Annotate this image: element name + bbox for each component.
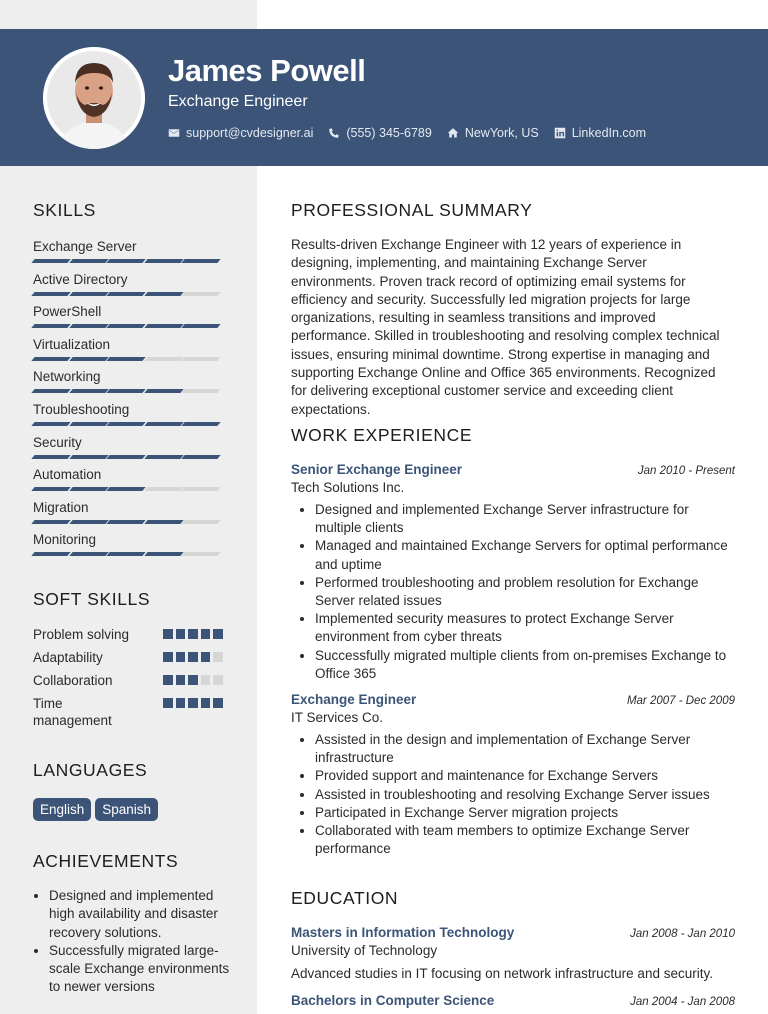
soft-skill-item [33,695,223,729]
rating-square [188,698,198,708]
home-icon [447,127,459,139]
skill-item [33,303,223,336]
skill-level-segment [107,487,146,491]
skill-item [33,368,223,401]
skill-level-segment [144,389,183,393]
skill-level-bar [33,357,223,361]
candidate-name: James Powell [168,53,366,88]
skill-level-segment [182,259,221,263]
job-bullet: • Assisted in troubleshooting and resolving Exchange Server issues [315,786,735,804]
job-bullet: • Performed troubleshooting and problem resolution for Exchange Server related issues [315,574,735,610]
skill-item [33,531,223,564]
skill-name: PowerShell [33,304,102,320]
rating-square [163,675,173,685]
job-bullets [291,731,735,858]
rating-square [213,698,223,708]
education-header [291,924,735,941]
languages-title: LANGUAGES [33,760,148,780]
skill-level-bar [33,422,223,426]
skill-level-segment [144,422,183,426]
job-bullet: • Provided support and maintenance for Exchange Servers [315,767,735,785]
skill-level-segment [107,292,146,296]
degree-title: Masters in Information Technology [291,925,515,940]
skill-level-segment [144,324,183,328]
job-date: Mar 2007 - Dec 2009 [626,695,735,708]
avatar [43,47,145,149]
language-badge: English [33,798,91,821]
work-experience-title: WORK EXPERIENCE [291,425,473,445]
school-name: University of Technology [291,943,438,958]
contact-email-text: support@cvdesigner.ai [186,126,314,140]
skill-level-segment [31,259,70,263]
skill-name: Networking [33,369,101,385]
skill-item [33,499,223,532]
skill-level-segment [31,389,70,393]
skill-item [33,466,223,499]
education-section [291,887,735,1009]
soft-skill-item [33,626,223,643]
skill-name: Migration [33,499,89,515]
work-experience-section [291,424,735,858]
skill-level-segment [182,324,221,328]
job-title: Senior Exchange Engineer [291,462,463,477]
skill-level-segment [107,324,146,328]
soft-skills-title: SOFT SKILLS [33,589,151,609]
contact-location [447,125,539,141]
contact-linkedin-text: LinkedIn.com [571,126,647,140]
skill-level-segment [144,357,183,361]
skill-level-segment [69,389,108,393]
education-entry [291,924,735,983]
candidate-role: Exchange Engineer [168,93,308,110]
skill-level-segment [69,259,108,263]
skill-level-segment [69,324,108,328]
skill-level-segment [31,292,70,296]
rating-square [201,698,211,708]
skill-level-segment [144,292,183,296]
skill-level-segment [31,422,70,426]
job-entry [291,461,735,683]
skill-level-segment [107,259,146,263]
skill-level-segment [107,552,146,556]
skill-level-bar [33,455,223,459]
skill-level-bar [33,520,223,524]
skill-level-segment [69,357,108,361]
rating-square [188,675,198,685]
education-date: Jan 2004 - Jan 2008 [630,996,735,1008]
skill-level-segment [31,357,70,361]
skill-name: Virtualization [33,336,111,352]
rating-square [201,629,211,639]
rating-square [188,629,198,639]
summary-text: Results-driven Exchange Engineer with 12 years of experience in designing, implementing, and maintaining Exchange Server environments. Proven track record of optimizing email systems for efficiency and security. Successfully led migration projects for large organizations, resulting in seamless transitions and improved performance. Skilled in troubleshooting and resolving complex technical issues, ensuring minimal downtime. Strong expertise in managing and supporting Exchange Online and Office 365 environments. Recognized for delivering exceptional customer service and exceeding client expectations. [291,237,720,417]
rating-square [163,698,173,708]
skill-level-segment [69,520,108,524]
soft-skill-item [33,672,223,689]
soft-skill-name: Time management [33,696,112,728]
soft-skill-name: Collaboration [33,673,113,688]
job-company: IT Services Co. [291,710,384,726]
soft-skill-item [33,649,223,666]
job-entry [291,691,735,858]
header-band [0,29,768,166]
education-entry [291,992,735,1009]
job-title: Exchange Engineer [291,692,417,708]
skill-item [33,271,223,304]
skill-level-segment [144,552,183,556]
rating-square [213,675,223,685]
education-title: EDUCATION [291,888,399,908]
skill-level-segment [144,455,183,459]
skill-level-segment [144,487,183,491]
skill-level-segment [31,487,70,491]
contact-linkedin[interactable] [554,125,646,141]
job-bullet: • Managed and maintained Exchange Servers for optimal performance and uptime [315,537,735,573]
skill-name: Active Directory [33,271,128,287]
languages-list [33,798,223,821]
skill-level-segment [31,520,70,524]
skill-level-bar [33,552,223,556]
skill-level-segment [69,422,108,426]
education-description: Advanced studies in IT focusing on network infrastructure and security. [291,966,713,981]
soft-skill-rating [163,652,223,662]
skill-item [33,401,223,434]
contact-phone[interactable] [328,125,431,141]
rating-square [176,698,186,708]
skill-level-segment [69,455,108,459]
skill-name: Troubleshooting [33,401,130,417]
skill-level-segment [107,389,146,393]
job-bullet: • Assisted in the design and implementation of Exchange Server infrastructure [315,731,735,767]
skills-title: SKILLS [33,200,96,220]
language-badge: Spanish [95,798,158,821]
job-bullet: • Participated in Exchange Server migration projects [315,804,735,822]
rating-square [163,652,173,662]
skills-section [33,199,223,564]
education-header [291,992,735,1009]
job-bullet: • Implemented security measures to protect Exchange Server environment from cyber threats [315,610,735,646]
skill-level-segment [69,552,108,556]
rating-square [213,652,223,662]
skill-level-bar [33,292,223,296]
contact-phone-text: (555) 345-6789 [346,126,432,140]
skill-level-segment [31,552,70,556]
job-bullets [291,501,735,683]
job-bullet: • Successfully migrated multiple clients from on-premises Exchange to Office 365 [315,647,735,683]
skill-level-segment [182,487,221,491]
rating-square [176,629,186,639]
summary-section [291,199,735,419]
achievement-item: • Successfully migrated large-scale Exchange environments to newer versions [49,942,233,997]
achievements-title: ACHIEVEMENTS [33,851,179,871]
skill-level-bar [33,487,223,491]
skill-level-segment [182,520,221,524]
skill-level-segment [107,422,146,426]
profile-photo-icon [43,47,145,149]
soft-skill-name: Problem solving [33,627,130,642]
skill-level-segment [107,455,146,459]
skill-level-segment [144,259,183,263]
skill-level-segment [182,357,221,361]
skill-level-segment [182,422,221,426]
soft-skill-rating [163,629,223,639]
job-company: Tech Solutions Inc. [291,480,405,495]
rating-square [201,652,211,662]
soft-skill-rating [163,675,223,685]
rating-square [188,652,198,662]
phone-icon [328,127,340,139]
achievement-item: • Designed and implemented high availability and disaster recovery solutions. [49,887,233,942]
skill-level-segment [144,520,183,524]
envelope-icon [168,127,180,139]
job-date: Jan 2010 - Present [637,465,735,477]
skill-level-segment [182,292,221,296]
soft-skill-name: Adaptability [33,650,103,665]
skill-name: Security [33,434,82,450]
skill-level-bar [33,389,223,393]
skill-item [33,238,223,271]
skill-level-segment [107,520,146,524]
skill-level-segment [182,552,221,556]
skill-level-segment [107,357,146,361]
languages-section [33,759,223,821]
soft-skills-list [33,626,223,729]
skill-level-bar [33,324,223,328]
skill-level-segment [31,324,70,328]
degree-title: Bachelors in Computer Science [291,993,495,1008]
contact-list [168,125,646,141]
skill-item [33,336,223,369]
achievements-section [33,850,233,997]
job-header [291,691,735,708]
summary-title: PROFESSIONAL SUMMARY [291,200,533,220]
skill-level-bar [33,259,223,263]
contact-email[interactable] [168,125,313,141]
rating-square [176,675,186,685]
rating-square [213,629,223,639]
skills-list [33,238,223,564]
rating-square [163,629,173,639]
skill-name: Monitoring [33,532,97,548]
rating-square [176,652,186,662]
skill-level-segment [69,487,108,491]
achievements-list [33,887,233,997]
skill-item [33,434,223,467]
rating-square [201,675,211,685]
skill-level-segment [182,389,221,393]
contact-location-text: NewYork, US [464,126,539,140]
skill-name: Automation [33,467,102,483]
education-date: Jan 2008 - Jan 2010 [630,928,735,940]
skill-level-segment [69,292,108,296]
job-header [291,461,735,478]
soft-skills-section [33,588,223,735]
job-bullet: • Collaborated with team members to optimize Exchange Server performance [315,822,735,858]
soft-skill-rating [163,698,223,708]
job-bullet: • Designed and implemented Exchange Server infrastructure for multiple clients [315,501,735,537]
linkedin-icon [554,127,566,139]
skill-level-segment [31,455,70,459]
skill-name: Exchange Server [33,239,137,254]
skill-level-segment [182,455,221,459]
